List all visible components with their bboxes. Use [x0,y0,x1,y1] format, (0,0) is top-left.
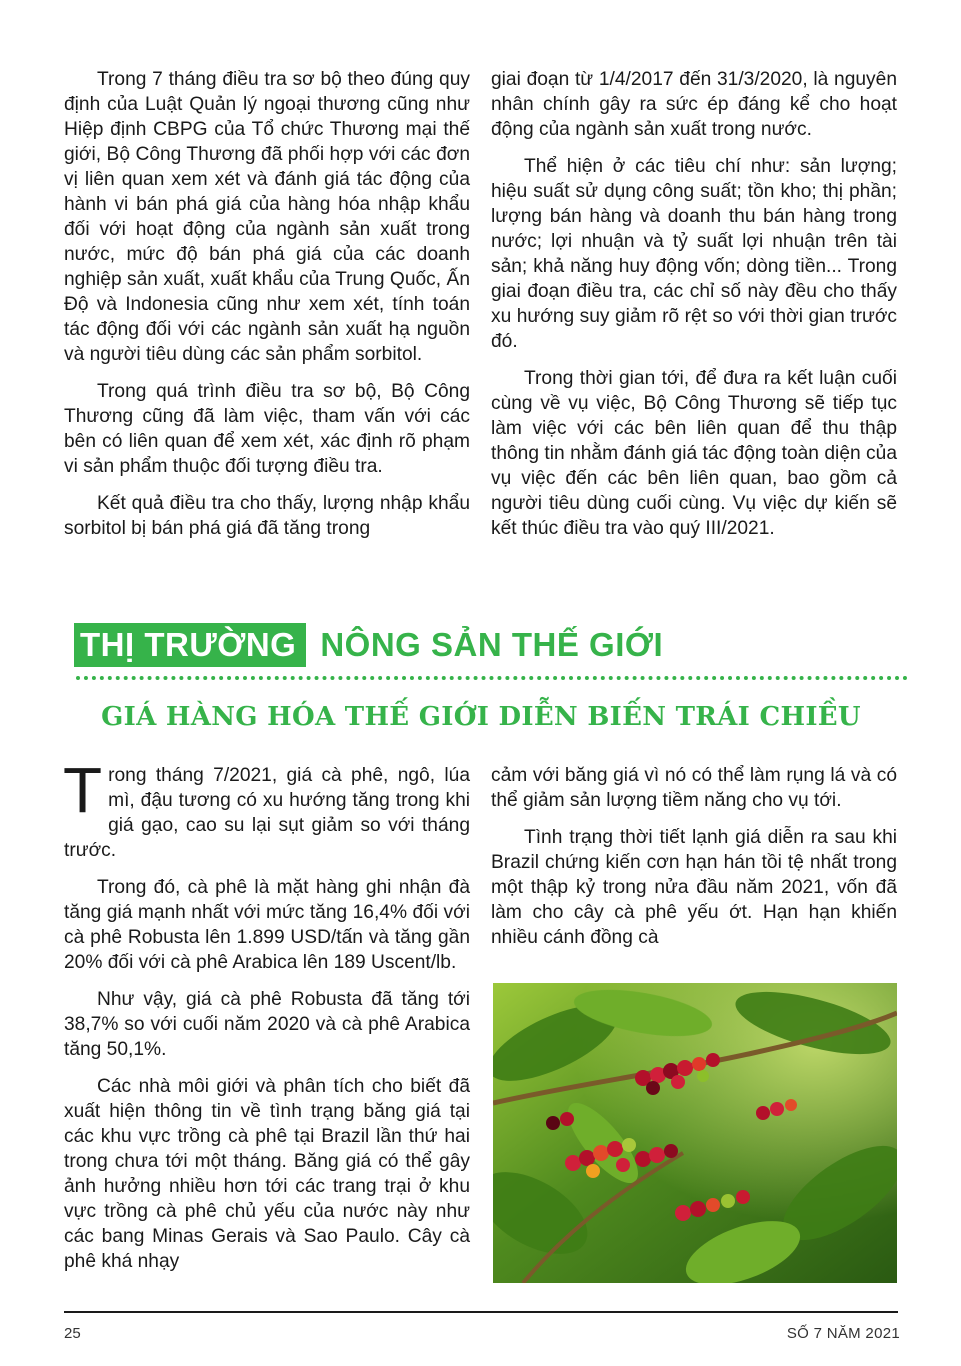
coffee-cherries-photo [493,983,897,1283]
section-tag: THỊ TRƯỜNG [74,623,306,667]
paragraph: Các nhà môi giới và phân tích cho biết đã xuất hiện thông tin về tình trạng băng giá tại các khu vực trồng cà phê tại Brazil lần thứ hai trong chưa tới một tháng. Băng giá có thể gây ảnh hưởng nhiều hơn tới các trang trại ở khu vực trồng cà phê chủ yếu của nước này như các bang Minas Gerais và Sao Paulo. Cây cà phê khá nhạy [64,1076,470,1272]
continued-article-right-column [491,67,897,553]
paragraph: giai đoạn từ 1/4/2017 đến 31/3/2020, là nguyên nhân chính gây ra sức ép đáng kể cho hoạt động của ngành sản xuất trong nước. [491,69,897,140]
paragraph: Trong thời gian tới, để đưa ra kết luận cuối cùng về vụ việc, Bộ Công Thương sẽ tiếp tục làm việc với các bên liên quan để thu thập thông tin nhằm đánh giá tác động toàn diện của vụ việc đến các bên liên quan, bao gồm cả người tiêu dùng cuối cùng. Vụ việc dự kiến sẽ kết thúc điều tra vào quý III/2021. [491,368,897,539]
paragraph: cảm với băng giá vì nó có thể làm rụng lá và có thể giảm sản lượng tiềm năng cho vụ tới. [491,765,897,811]
article-right-column [491,763,897,962]
first-paragraph-text: rong tháng 7/2021, giá cà phê, ngô, lúa mì, đậu tương có xu hướng tăng trong khi giá gạo, cao su lại sụt giảm so với tháng trước. [64,765,470,861]
continued-article-left-column [64,67,470,553]
dotted-divider [76,676,908,680]
drop-cap: T [63,754,103,826]
paragraph: Trong quá trình điều tra sơ bộ, Bộ Công Thương cũng đã làm việc, tham vấn với các bên có liên quan để xem xét, xác định rõ phạm vi sản phẩm thuộc đối tượng điều tra. [64,381,470,477]
paragraph: Thể hiện ở các tiêu chí như: sản lượng; hiệu suất sử dụng công suất; tồn kho; thị phần; lượng bán hàng và doanh thu bán hàng trong nước; lợi nhuận và tỷ suất lợi nhuận trên tài sản; khả năng huy động vốn; dòng tiền... Trong giai đoạn điều tra, các chỉ số này đều cho thấy xu hướng suy giảm rõ rệt so với thời gian trước đó. [491,156,897,352]
paragraph: Kết quả điều tra cho thấy, lượng nhập khẩu sorbitol bị bán phá giá đã tăng trong [64,493,470,539]
article-left-column [63,754,470,1286]
paragraph: Tình trạng thời tiết lạnh giá diễn ra sau khi Brazil chứng kiến cơn hạn hán tồi tệ nhất trong một thập kỷ trong nửa đầu năm 2021, vốn đã làm cho cây cà phê yếu ớt. Hạn hạn khiến nhiều cánh đồng cà [491,827,897,948]
section-title: NÔNG SẢN THẾ GIỚI [320,626,664,663]
paragraph: Như vậy, giá cà phê Robusta đã tăng tới 38,7% so với cuối năm 2020 và cà phê Arabica tăng 50,1%. [64,989,470,1060]
first-paragraph [63,754,470,863]
paragraph: Trong 7 tháng điều tra sơ bộ theo đúng quy định của Luật Quản lý ngoại thương cũng như Hiệp định CBPG của Tổ chức Thương mại thế giới, Bộ Công Thương đã phối hợp với các đơn vị liên quan xem xét và đánh giá tác động của hành vi bán phá giá của hàng hóa nhập khẩu đối với hoạt động của ngành sản xuất trong nước, mức độ bán phá giá của các doanh nghiệp sản xuất, xuất khẩu của Trung Quốc, Ấn Độ và Indonesia cũng như xem xét, tính toán tác động đối với các ngành sản xuất hạ nguồn và người tiêu dùng các sản phẩm sorbitol. [64,69,470,365]
issue-label: SỐ 7 NĂM 2021 [786,1325,900,1342]
page-number: 25 [64,1325,81,1342]
article-headline: GIÁ HÀNG HÓA THẾ GIỚI DIỄN BIẾN TRÁI CHIỀU [101,702,861,732]
section-header [74,622,663,668]
footer-rule [64,1311,898,1313]
paragraph: Trong đó, cà phê là mặt hàng ghi nhận đà tăng giá mạnh nhất với mức tăng 16,4% đối với cà phê Robusta lên 1.899 USD/tấn và tăng gần 20% đối với cà phê Arabica lên 189 Uscent/lb. [64,877,470,973]
